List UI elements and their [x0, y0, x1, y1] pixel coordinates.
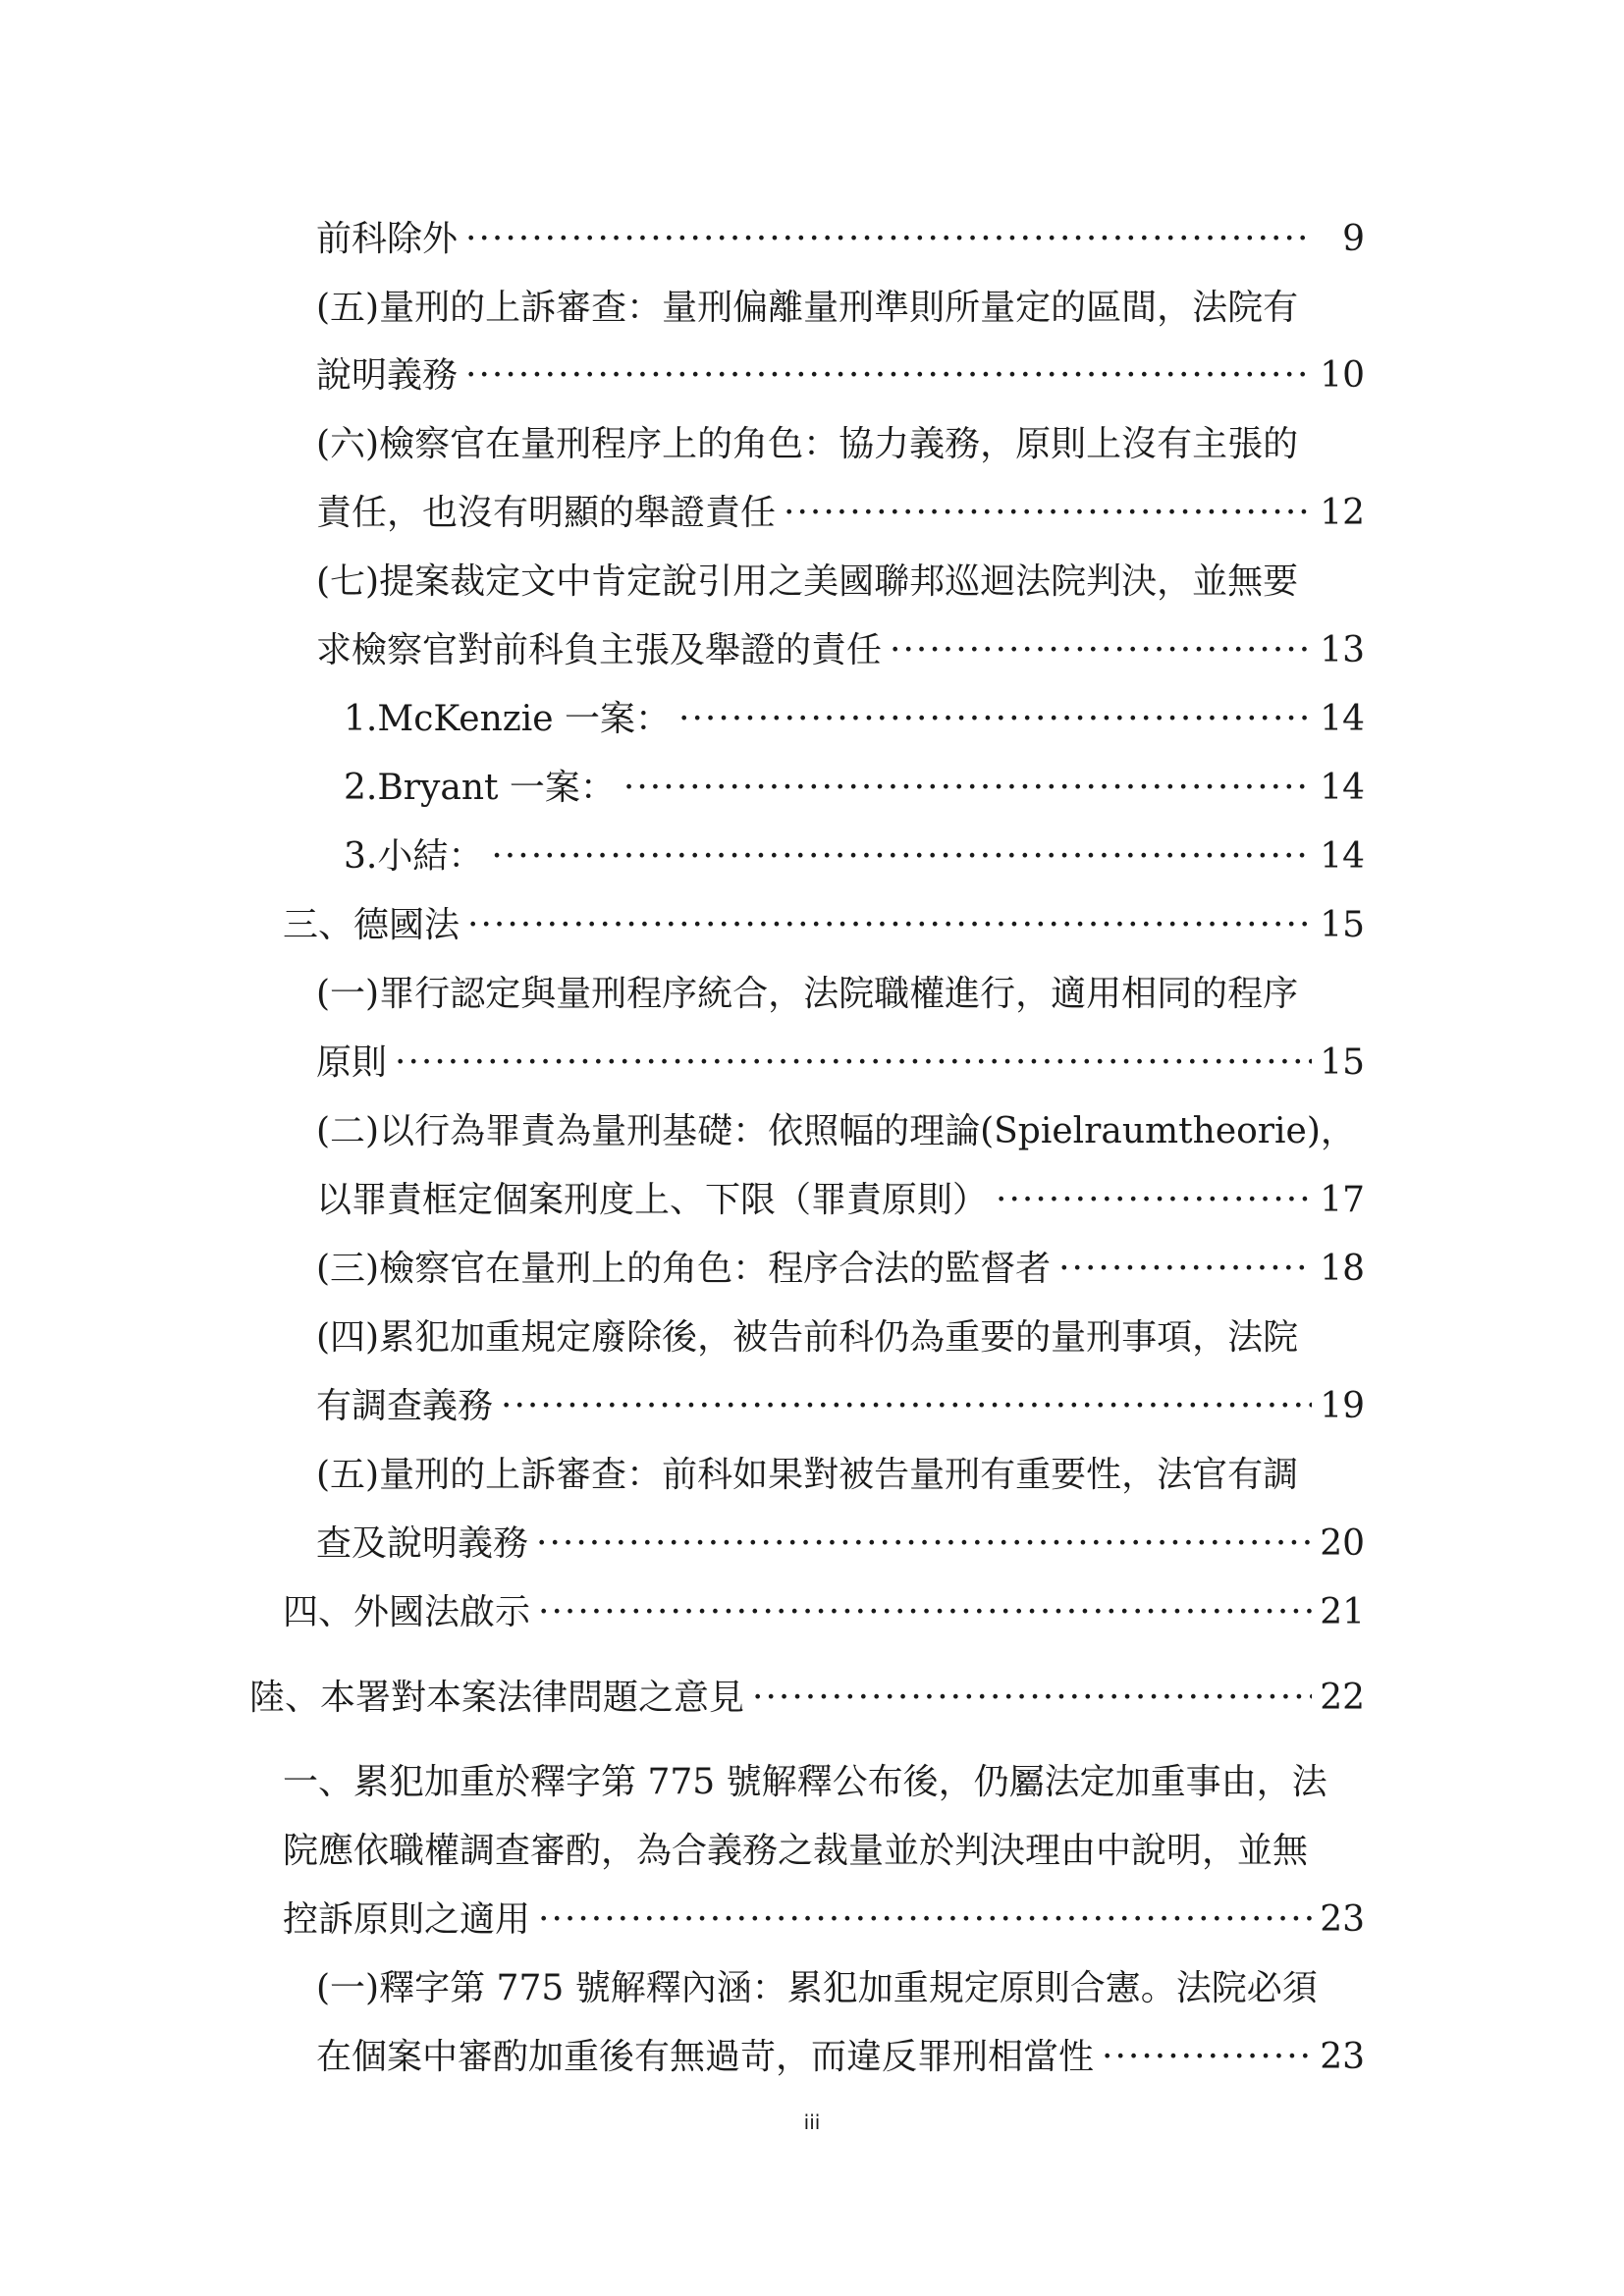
toc-entry[interactable] — [283, 1587, 1365, 1638]
toc-page-number: 14 — [1320, 836, 1365, 877]
toc-leader-dots — [465, 350, 1312, 401]
toc-leader-dots — [996, 1175, 1312, 1226]
toc-page-number: 23 — [1320, 2037, 1365, 2077]
toc-entry[interactable] — [344, 831, 1365, 882]
toc-entry-title: 1.McKenzie 一案： — [344, 699, 672, 739]
toc-page-number: 13 — [1320, 630, 1365, 670]
toc-entry-title: (七)提案裁定文中肯定說引用之美國聯邦巡迴法院判決，並無要 — [316, 561, 1299, 602]
toc-entry[interactable] — [316, 488, 1365, 539]
toc-leader-dots — [491, 831, 1312, 882]
toc-page-number: 9 — [1342, 219, 1365, 259]
toc-page-number: 20 — [1320, 1523, 1365, 1564]
toc-page-number: 17 — [1320, 1180, 1365, 1220]
toc-leader-dots — [623, 763, 1312, 814]
toc-entry-title: 查及說明義務 — [316, 1523, 529, 1564]
toc-page-number: 14 — [1320, 699, 1365, 739]
toc-entry[interactable] — [283, 1895, 1365, 1946]
toc-entry-title: (一)罪行認定與量刑程序統合，法院職權進行，適用相同的程序 — [316, 974, 1299, 1014]
toc-entry-title: 院應依職權調查審酌，為合義務之裁量並於判決理由中說明，並無 — [283, 1831, 1309, 1871]
toc-leader-dots — [467, 900, 1312, 951]
toc-entry-title: 前科除外 — [316, 219, 459, 259]
toc-entry-title: 3.小結： — [344, 836, 484, 877]
toc-entry[interactable] — [316, 625, 1365, 676]
toc-entry[interactable] — [316, 1381, 1365, 1432]
toc-page-number: 23 — [1320, 1899, 1365, 1940]
toc-entry-title: (三)檢察官在量刑上的角色：程序合法的監督者 — [316, 1249, 1052, 1289]
toc-leader-dots — [752, 1673, 1312, 1724]
toc-entry-title: 控訴原則之適用 — [283, 1899, 531, 1940]
toc-entry-title: (六)檢察官在量刑程序上的角色：協力義務，原則上沒有主張的 — [316, 424, 1299, 464]
toc-entry[interactable] — [316, 350, 1365, 401]
toc-leader-dots — [890, 625, 1312, 676]
toc-entry-title: 陸、本署對本案法律問題之意見 — [249, 1678, 745, 1718]
toc-entry[interactable] — [316, 214, 1365, 265]
toc-entry-title: (二)以行為罪責為量刑基礎：依照幅的理論(Spielraumtheorie)， — [316, 1111, 1356, 1151]
toc-leader-dots — [465, 214, 1312, 265]
toc-page-number: 15 — [1320, 905, 1365, 945]
toc-page-number: 21 — [1320, 1592, 1365, 1632]
toc-page-number: 15 — [1320, 1042, 1365, 1083]
toc-entry-title: (五)量刑的上訴審查：前科如果對被告量刑有重要性，法官有調 — [316, 1455, 1299, 1495]
toc-leader-dots — [538, 1587, 1312, 1638]
toc-entry[interactable] — [344, 694, 1365, 745]
toc-leader-dots — [678, 694, 1312, 745]
toc-page-number: 22 — [1320, 1678, 1365, 1718]
toc-entry[interactable] — [344, 763, 1365, 814]
toc-leader-dots — [538, 1895, 1312, 1946]
toc-entry-title: 原則 — [316, 1042, 388, 1083]
toc-entry[interactable] — [283, 900, 1365, 951]
toc-leader-dots — [536, 1519, 1312, 1570]
toc-entry-title: (一)釋字第 775 號解釋內涵：累犯加重規定原則合憲。法院必須 — [316, 1968, 1318, 2008]
toc-entry-title: 三、德國法 — [283, 905, 460, 945]
toc-entry-title: 以罪責框定個案刑度上、下限（罪責原則） — [316, 1180, 989, 1220]
toc-leader-dots — [395, 1038, 1312, 1089]
page-number-footer: iii — [803, 2110, 821, 2134]
toc-entry-title: (五)量刑的上訴審查：量刑偏離量刑準則所量定的區間，法院有 — [316, 288, 1299, 328]
toc-entry[interactable] — [249, 1673, 1365, 1724]
toc-entry[interactable] — [316, 2032, 1365, 2083]
toc-page-number: 19 — [1320, 1386, 1365, 1426]
toc-page-number: 10 — [1320, 355, 1365, 396]
toc-entry-title: 一、累犯加重於釋字第 775 號解釋公布後，仍屬法定加重事由，法 — [283, 1762, 1327, 1802]
toc-leader-dots — [1058, 1244, 1312, 1295]
toc-entry[interactable] — [316, 1244, 1365, 1295]
toc-entry-title: 求檢察官對前科負主張及舉證的責任 — [316, 630, 883, 670]
toc-entry[interactable] — [316, 1175, 1365, 1226]
toc-entry-title: 說明義務 — [316, 355, 459, 396]
toc-leader-dots — [1102, 2032, 1312, 2083]
toc-page-number: 12 — [1320, 493, 1365, 533]
toc-leader-dots — [501, 1381, 1312, 1432]
toc-entry[interactable] — [316, 1038, 1365, 1089]
toc-page-number: 18 — [1320, 1249, 1365, 1289]
toc-entry-title: 四、外國法啟示 — [283, 1592, 531, 1632]
toc-page-number: 14 — [1320, 768, 1365, 808]
toc-entry[interactable] — [316, 1519, 1365, 1570]
toc-leader-dots — [784, 488, 1312, 539]
toc-entry-title: (四)累犯加重規定廢除後，被告前科仍為重要的量刑事項，法院 — [316, 1317, 1299, 1358]
toc-entry-title: 有調查義務 — [316, 1386, 494, 1426]
toc-entry-title: 2.Bryant 一案： — [344, 768, 616, 808]
toc-entry-title: 責任，也沒有明顯的舉證責任 — [316, 493, 777, 533]
toc-entry-title: 在個案中審酌加重後有無過苛，而違反罪刑相當性 — [316, 2037, 1095, 2077]
